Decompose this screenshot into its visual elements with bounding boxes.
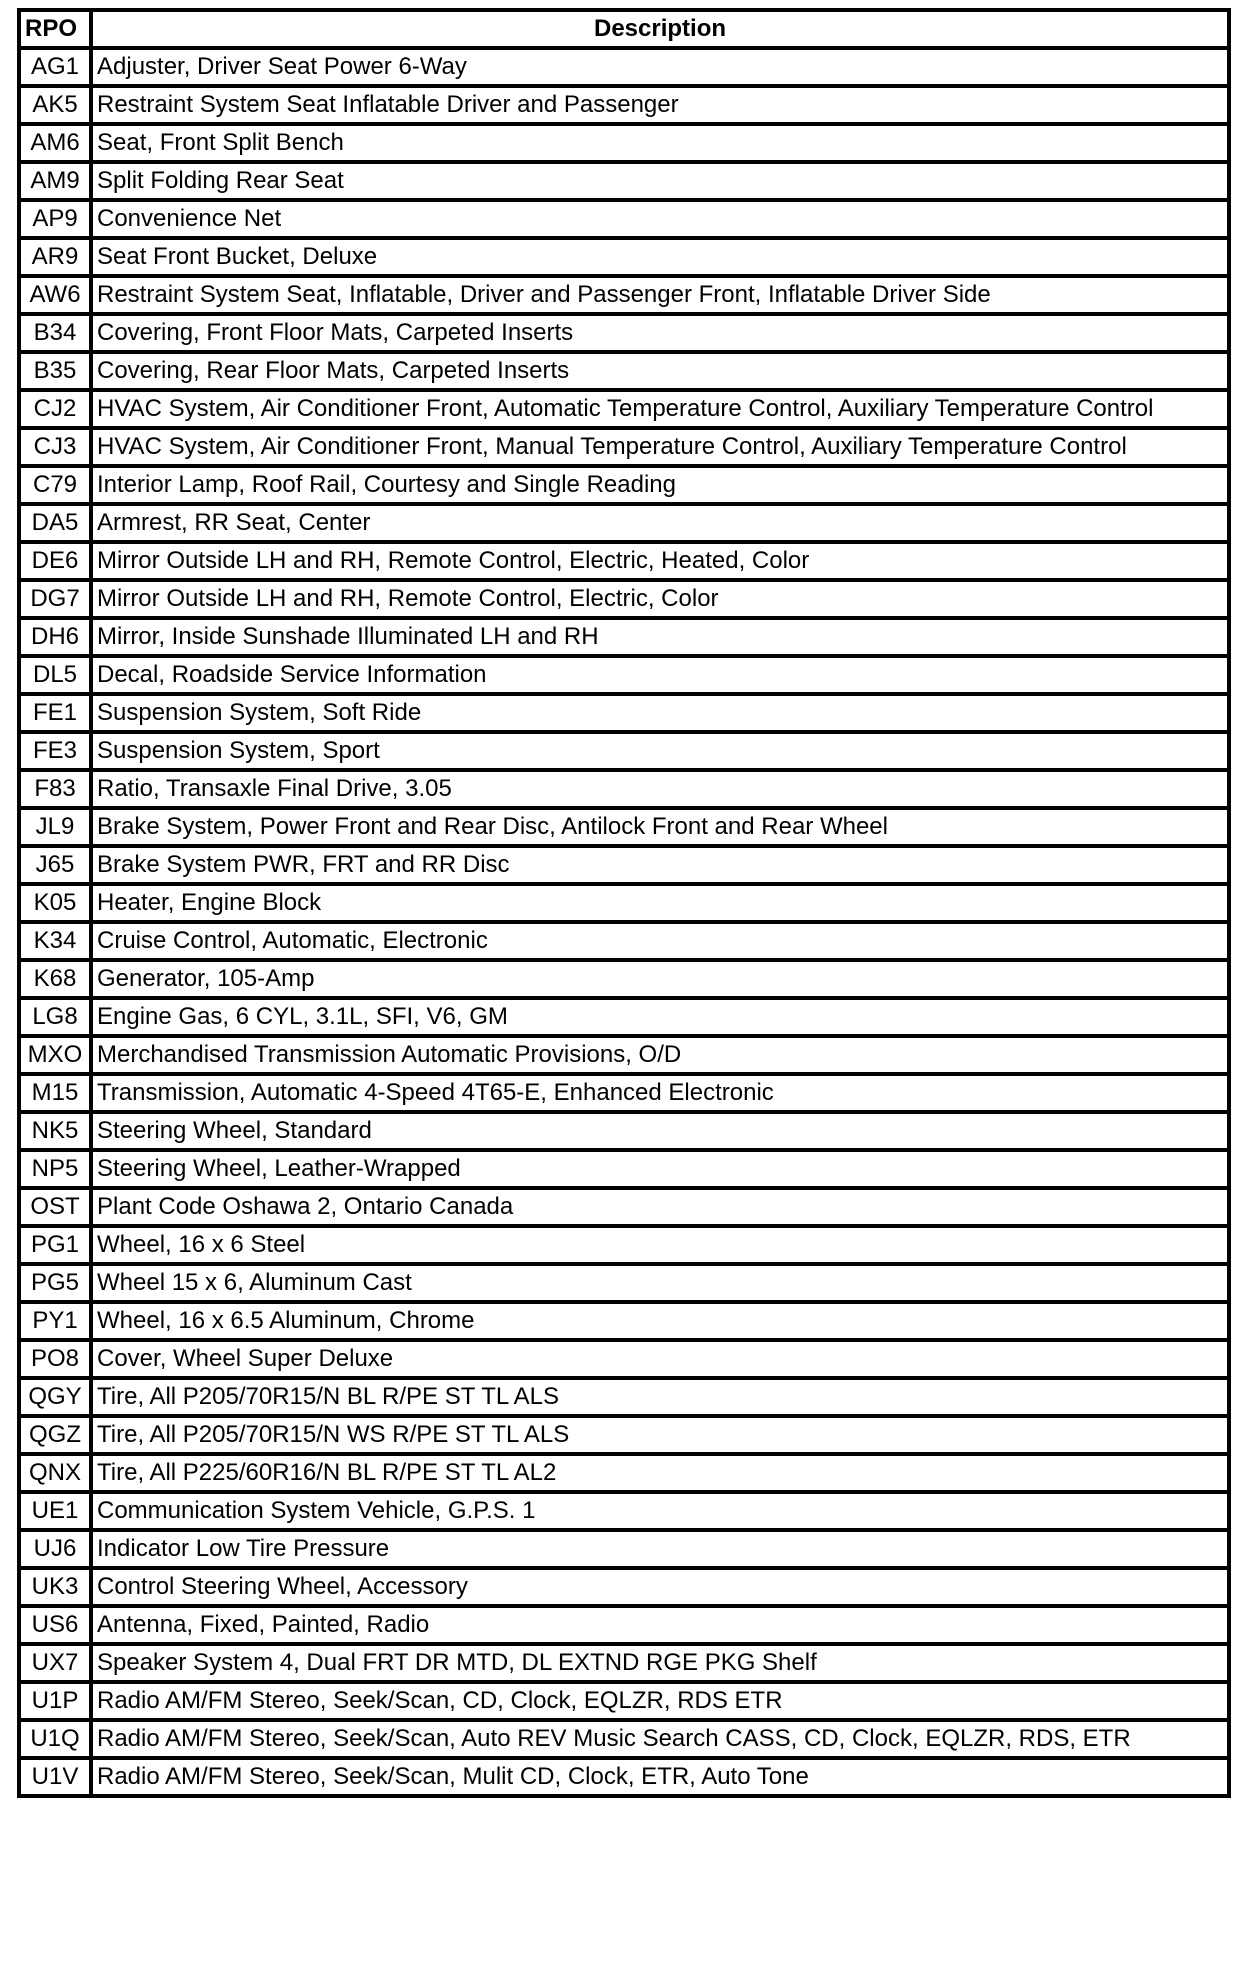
description-cell: Covering, Rear Floor Mats, Carpeted Inserts (91, 352, 1229, 390)
rpo-code-cell: AR9 (19, 238, 91, 276)
description-cell: Plant Code Oshawa 2, Ontario Canada (91, 1188, 1229, 1226)
rpo-code-cell: J65 (19, 846, 91, 884)
table-row (19, 542, 1229, 580)
table-row (19, 48, 1229, 86)
table-row (19, 1530, 1229, 1568)
description-cell: Antenna, Fixed, Painted, Radio (91, 1606, 1229, 1644)
description-cell: Cruise Control, Automatic, Electronic (91, 922, 1229, 960)
description-cell: Covering, Front Floor Mats, Carpeted Inserts (91, 314, 1229, 352)
description-cell: Seat Front Bucket, Deluxe (91, 238, 1229, 276)
rpo-code-cell: NP5 (19, 1150, 91, 1188)
description-cell: Merchandised Transmission Automatic Provisions, O/D (91, 1036, 1229, 1074)
rpo-code-cell: K05 (19, 884, 91, 922)
header-row (19, 10, 1229, 48)
description-cell: Control Steering Wheel, Accessory (91, 1568, 1229, 1606)
description-cell: Radio AM/FM Stereo, Seek/Scan, Mulit CD, Clock, ETR, Auto Tone (91, 1758, 1229, 1796)
rpo-code-cell: CJ3 (19, 428, 91, 466)
description-cell: Indicator Low Tire Pressure (91, 1530, 1229, 1568)
description-cell: Decal, Roadside Service Information (91, 656, 1229, 694)
rpo-code-cell: UK3 (19, 1568, 91, 1606)
rpo-code-cell: M15 (19, 1074, 91, 1112)
table-row (19, 618, 1229, 656)
rpo-code-cell: MXO (19, 1036, 91, 1074)
rpo-table (17, 8, 1231, 1798)
description-cell: Tire, All P205/70R15/N WS R/PE ST TL ALS (91, 1416, 1229, 1454)
description-cell: Brake System, Power Front and Rear Disc, Antilock Front and Rear Wheel (91, 808, 1229, 846)
description-cell: Suspension System, Soft Ride (91, 694, 1229, 732)
description-cell: HVAC System, Air Conditioner Front, Manual Temperature Control, Auxiliary Temperature Control (91, 428, 1229, 466)
table-row (19, 390, 1229, 428)
description-cell: Steering Wheel, Leather-Wrapped (91, 1150, 1229, 1188)
rpo-code-cell: UJ6 (19, 1530, 91, 1568)
table-row (19, 352, 1229, 390)
description-cell: HVAC System, Air Conditioner Front, Automatic Temperature Control, Auxiliary Temperature Control (91, 390, 1229, 428)
table-row (19, 1226, 1229, 1264)
table-row (19, 808, 1229, 846)
description-cell: Tire, All P205/70R15/N BL R/PE ST TL ALS (91, 1378, 1229, 1416)
description-cell: Speaker System 4, Dual FRT DR MTD, DL EXTND RGE PKG Shelf (91, 1644, 1229, 1682)
rpo-code-cell: DA5 (19, 504, 91, 542)
table-row (19, 428, 1229, 466)
description-cell: Engine Gas, 6 CYL, 3.1L, SFI, V6, GM (91, 998, 1229, 1036)
table-row (19, 1188, 1229, 1226)
rpo-code-cell: AW6 (19, 276, 91, 314)
rpo-code-cell: PY1 (19, 1302, 91, 1340)
table-row (19, 124, 1229, 162)
table-row (19, 1302, 1229, 1340)
description-cell: Brake System PWR, FRT and RR Disc (91, 846, 1229, 884)
table-row (19, 238, 1229, 276)
rpo-code-cell: QGZ (19, 1416, 91, 1454)
table-row (19, 1758, 1229, 1796)
table-row (19, 1378, 1229, 1416)
description-cell: Adjuster, Driver Seat Power 6-Way (91, 48, 1229, 86)
table-row (19, 846, 1229, 884)
rpo-code-cell: JL9 (19, 808, 91, 846)
table-row (19, 314, 1229, 352)
rpo-code-cell: F83 (19, 770, 91, 808)
rpo-code-cell: QNX (19, 1454, 91, 1492)
table-row (19, 1568, 1229, 1606)
description-cell: Wheel, 16 x 6 Steel (91, 1226, 1229, 1264)
description-cell: Ratio, Transaxle Final Drive, 3.05 (91, 770, 1229, 808)
description-cell: Restraint System Seat Inflatable Driver and Passenger (91, 86, 1229, 124)
description-cell: Cover, Wheel Super Deluxe (91, 1340, 1229, 1378)
rpo-code-cell: OST (19, 1188, 91, 1226)
rpo-code-cell: QGY (19, 1378, 91, 1416)
table-header (19, 10, 1229, 48)
table-row (19, 1074, 1229, 1112)
table-row (19, 770, 1229, 808)
rpo-code-cell: K34 (19, 922, 91, 960)
description-cell: Tire, All P225/60R16/N BL R/PE ST TL AL2 (91, 1454, 1229, 1492)
description-column-header: Description (91, 10, 1229, 48)
rpo-code-cell: NK5 (19, 1112, 91, 1150)
table-row (19, 580, 1229, 618)
description-cell: Heater, Engine Block (91, 884, 1229, 922)
rpo-code-cell: AK5 (19, 86, 91, 124)
rpo-code-cell: CJ2 (19, 390, 91, 428)
table-row (19, 732, 1229, 770)
description-cell: Interior Lamp, Roof Rail, Courtesy and Single Reading (91, 466, 1229, 504)
table-row (19, 1606, 1229, 1644)
description-cell: Seat, Front Split Bench (91, 124, 1229, 162)
table-row (19, 1036, 1229, 1074)
table-row (19, 162, 1229, 200)
table-row (19, 1682, 1229, 1720)
description-cell: Steering Wheel, Standard (91, 1112, 1229, 1150)
rpo-code-cell: DE6 (19, 542, 91, 580)
description-cell: Communication System Vehicle, G.P.S. 1 (91, 1492, 1229, 1530)
rpo-code-cell: FE3 (19, 732, 91, 770)
table-row (19, 998, 1229, 1036)
description-cell: Mirror Outside LH and RH, Remote Control, Electric, Color (91, 580, 1229, 618)
rpo-code-cell: C79 (19, 466, 91, 504)
table-row (19, 1720, 1229, 1758)
table-row (19, 694, 1229, 732)
table-row (19, 1112, 1229, 1150)
rpo-code-cell: B35 (19, 352, 91, 390)
description-cell: Mirror Outside LH and RH, Remote Control, Electric, Heated, Color (91, 542, 1229, 580)
table-row (19, 1340, 1229, 1378)
rpo-code-cell: LG8 (19, 998, 91, 1036)
table-row (19, 1454, 1229, 1492)
table-row (19, 276, 1229, 314)
rpo-code-cell: U1Q (19, 1720, 91, 1758)
description-cell: Generator, 105-Amp (91, 960, 1229, 998)
table-row (19, 1416, 1229, 1454)
rpo-code-cell: U1P (19, 1682, 91, 1720)
table-row (19, 504, 1229, 542)
rpo-code-cell: US6 (19, 1606, 91, 1644)
table-row (19, 1150, 1229, 1188)
rpo-code-cell: K68 (19, 960, 91, 998)
table-row (19, 1644, 1229, 1682)
rpo-code-cell: PG1 (19, 1226, 91, 1264)
rpo-code-cell: UE1 (19, 1492, 91, 1530)
table-row (19, 1264, 1229, 1302)
description-cell: Convenience Net (91, 200, 1229, 238)
rpo-code-cell: AM9 (19, 162, 91, 200)
rpo-column-header: RPO (19, 10, 91, 48)
table-row (19, 656, 1229, 694)
rpo-code-cell: PG5 (19, 1264, 91, 1302)
table-row (19, 922, 1229, 960)
rpo-code-cell: B34 (19, 314, 91, 352)
description-cell: Wheel 15 x 6, Aluminum Cast (91, 1264, 1229, 1302)
table-row (19, 466, 1229, 504)
rpo-code-cell: AP9 (19, 200, 91, 238)
description-cell: Radio AM/FM Stereo, Seek/Scan, CD, Clock, EQLZR, RDS ETR (91, 1682, 1229, 1720)
description-cell: Suspension System, Sport (91, 732, 1229, 770)
rpo-code-cell: DG7 (19, 580, 91, 618)
rpo-code-cell: AG1 (19, 48, 91, 86)
description-cell: Transmission, Automatic 4-Speed 4T65-E, Enhanced Electronic (91, 1074, 1229, 1112)
description-cell: Wheel, 16 x 6.5 Aluminum, Chrome (91, 1302, 1229, 1340)
rpo-code-cell: PO8 (19, 1340, 91, 1378)
description-cell: Restraint System Seat, Inflatable, Driver and Passenger Front, Inflatable Driver Side (91, 276, 1229, 314)
description-cell: Radio AM/FM Stereo, Seek/Scan, Auto REV Music Search CASS, CD, Clock, EQLZR, RDS, ETR (91, 1720, 1229, 1758)
rpo-code-cell: AM6 (19, 124, 91, 162)
table-row (19, 86, 1229, 124)
rpo-code-cell: UX7 (19, 1644, 91, 1682)
table-row (19, 200, 1229, 238)
table-body (19, 48, 1229, 1796)
rpo-code-cell: FE1 (19, 694, 91, 732)
description-cell: Split Folding Rear Seat (91, 162, 1229, 200)
rpo-code-cell: DH6 (19, 618, 91, 656)
rpo-code-cell: U1V (19, 1758, 91, 1796)
table-row (19, 960, 1229, 998)
description-cell: Mirror, Inside Sunshade Illuminated LH and RH (91, 618, 1229, 656)
table-row (19, 884, 1229, 922)
table-row (19, 1492, 1229, 1530)
rpo-code-cell: DL5 (19, 656, 91, 694)
description-cell: Armrest, RR Seat, Center (91, 504, 1229, 542)
